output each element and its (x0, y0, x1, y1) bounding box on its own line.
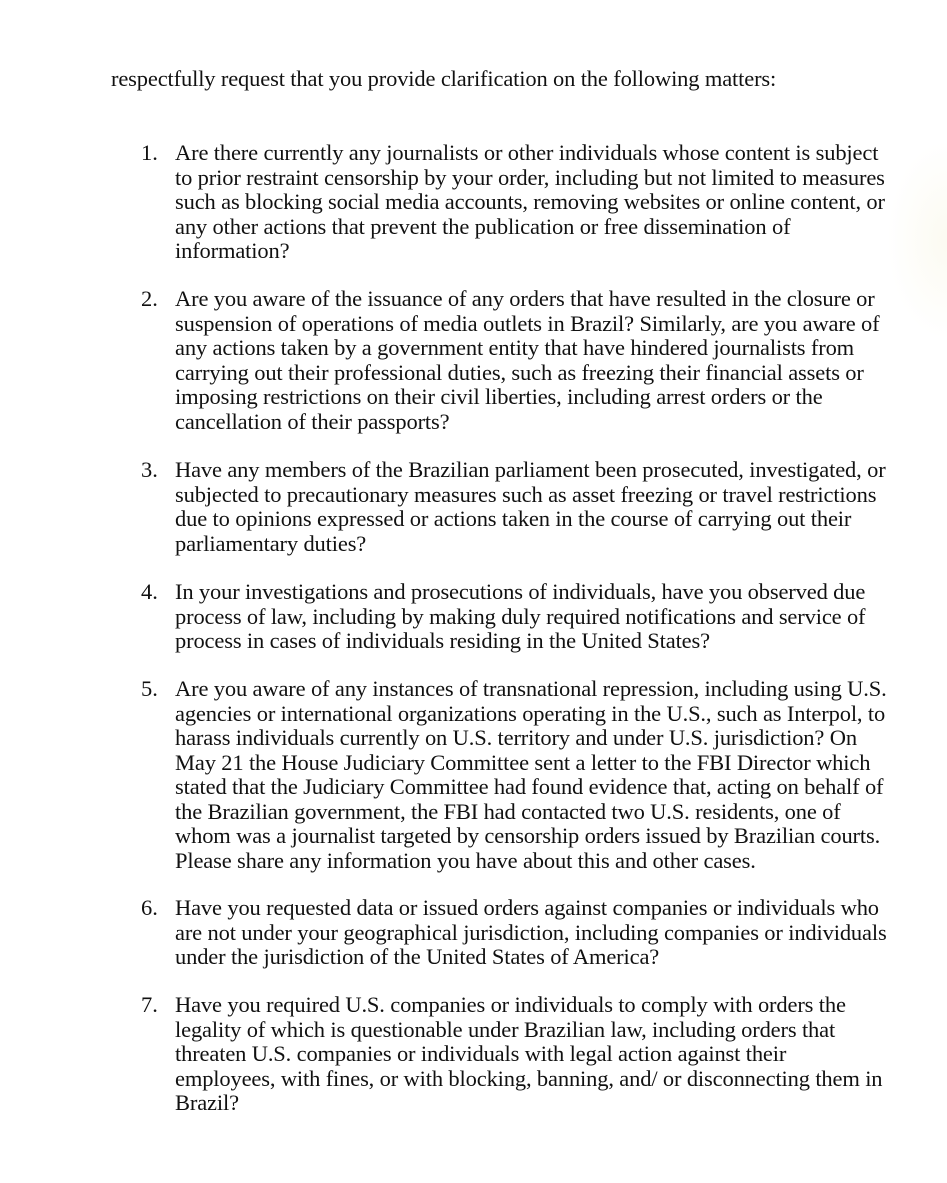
intro-sentence: respectfully request that you provide clarification on the following matters: (111, 66, 777, 91)
text-line: stated that the Judiciary Committee had found evidence that, acting on behalf of (175, 774, 884, 799)
question-text (175, 993, 882, 1116)
text-line: legality of which is questionable under Brazilian law, including orders that (175, 1016, 836, 1042)
text-line: parliamentary duties? (175, 530, 367, 556)
text-line: due to opinions expressed or actions taken in the course of carrying out their (175, 506, 852, 531)
question-text (175, 141, 885, 264)
text-line: Are you aware of any instances of transnational repression, including using U.S. (175, 676, 887, 701)
text-line: the Brazilian government, the FBI had contacted two U.S. residents, one of (175, 798, 841, 824)
text-line: are not under your geographical jurisdiction, including companies or individuals (175, 919, 887, 945)
text-line: Please share any information you have about this and other cases. (175, 847, 756, 873)
text-line: harass individuals currently on U.S. territory and under U.S. jurisdiction? On (175, 725, 857, 750)
text-line: whom was a journalist targeted by censorship orders issued by Brazilian courts. (175, 823, 881, 848)
text-line: Are there currently any journalists or other individuals whose content is subject (175, 140, 879, 165)
text-line: information? (175, 238, 290, 263)
question-text (175, 458, 886, 556)
text-line: Are you aware of the issuance of any orders that have resulted in the closure or (175, 286, 875, 311)
text-line: imposing restrictions on their civil liberties, including arrest orders or the (175, 384, 823, 409)
question-number: 1. (141, 140, 158, 165)
text-line: Have you required U.S. companies or individuals to comply with orders the (175, 992, 846, 1017)
text-line: any other actions that prevent the publication or free dissemination of (175, 213, 791, 239)
text-line: In your investigations and prosecutions of individuals, have you observed due (175, 579, 866, 604)
text-line: process in cases of individuals residing in the United States? (175, 628, 710, 653)
text-line: such as blocking social media accounts, removing websites or online content, or (175, 189, 885, 214)
text-line: May 21 the House Judiciary Committee sent a letter to the FBI Director which (175, 749, 871, 775)
question-number: 2. (141, 286, 158, 311)
question-number: 3. (141, 457, 158, 482)
text-line: under the jurisdiction of the United States of America? (175, 944, 660, 969)
text-line: cancellation of their passports? (175, 408, 450, 434)
question-number: 7. (141, 992, 158, 1017)
text-line: Have any members of the Brazilian parliament been prosecuted, investigated, or (175, 457, 886, 482)
question-text (175, 287, 879, 434)
text-line: employees, with fines, or with blocking, banning, and/ or disconnecting them in (175, 1065, 883, 1091)
question-number: 6. (141, 895, 158, 920)
text-line: suspension of operations of media outlets in Brazil? Similarly, are you aware of (175, 310, 880, 336)
text-line: agencies or international organizations operating in the U.S., such as Interpol, to (175, 700, 886, 726)
text-line: process of law, including by making duly required notifications and service of (175, 603, 866, 629)
question-text (175, 677, 887, 873)
text-line: Brazil? (175, 1090, 239, 1115)
text-line: threaten U.S. companies or individuals with legal action against their (175, 1041, 787, 1066)
question-number: 5. (141, 676, 158, 701)
text-line: Have you requested data or issued orders against companies or individuals who (175, 895, 879, 920)
text-line: to prior restraint censorship by your order, including but not limited to measures (175, 164, 885, 190)
text-line: any actions taken by a government entity that have hindered journalists from (175, 335, 855, 360)
text-line: subjected to precautionary measures such as asset freezing or travel restrictions (175, 481, 877, 507)
question-number: 4. (141, 579, 158, 604)
scan-artifact (887, 140, 947, 340)
text-line: carrying out their professional duties, such as freezing their financial assets or (175, 359, 864, 385)
question-text (175, 580, 865, 654)
question-text (175, 896, 887, 970)
